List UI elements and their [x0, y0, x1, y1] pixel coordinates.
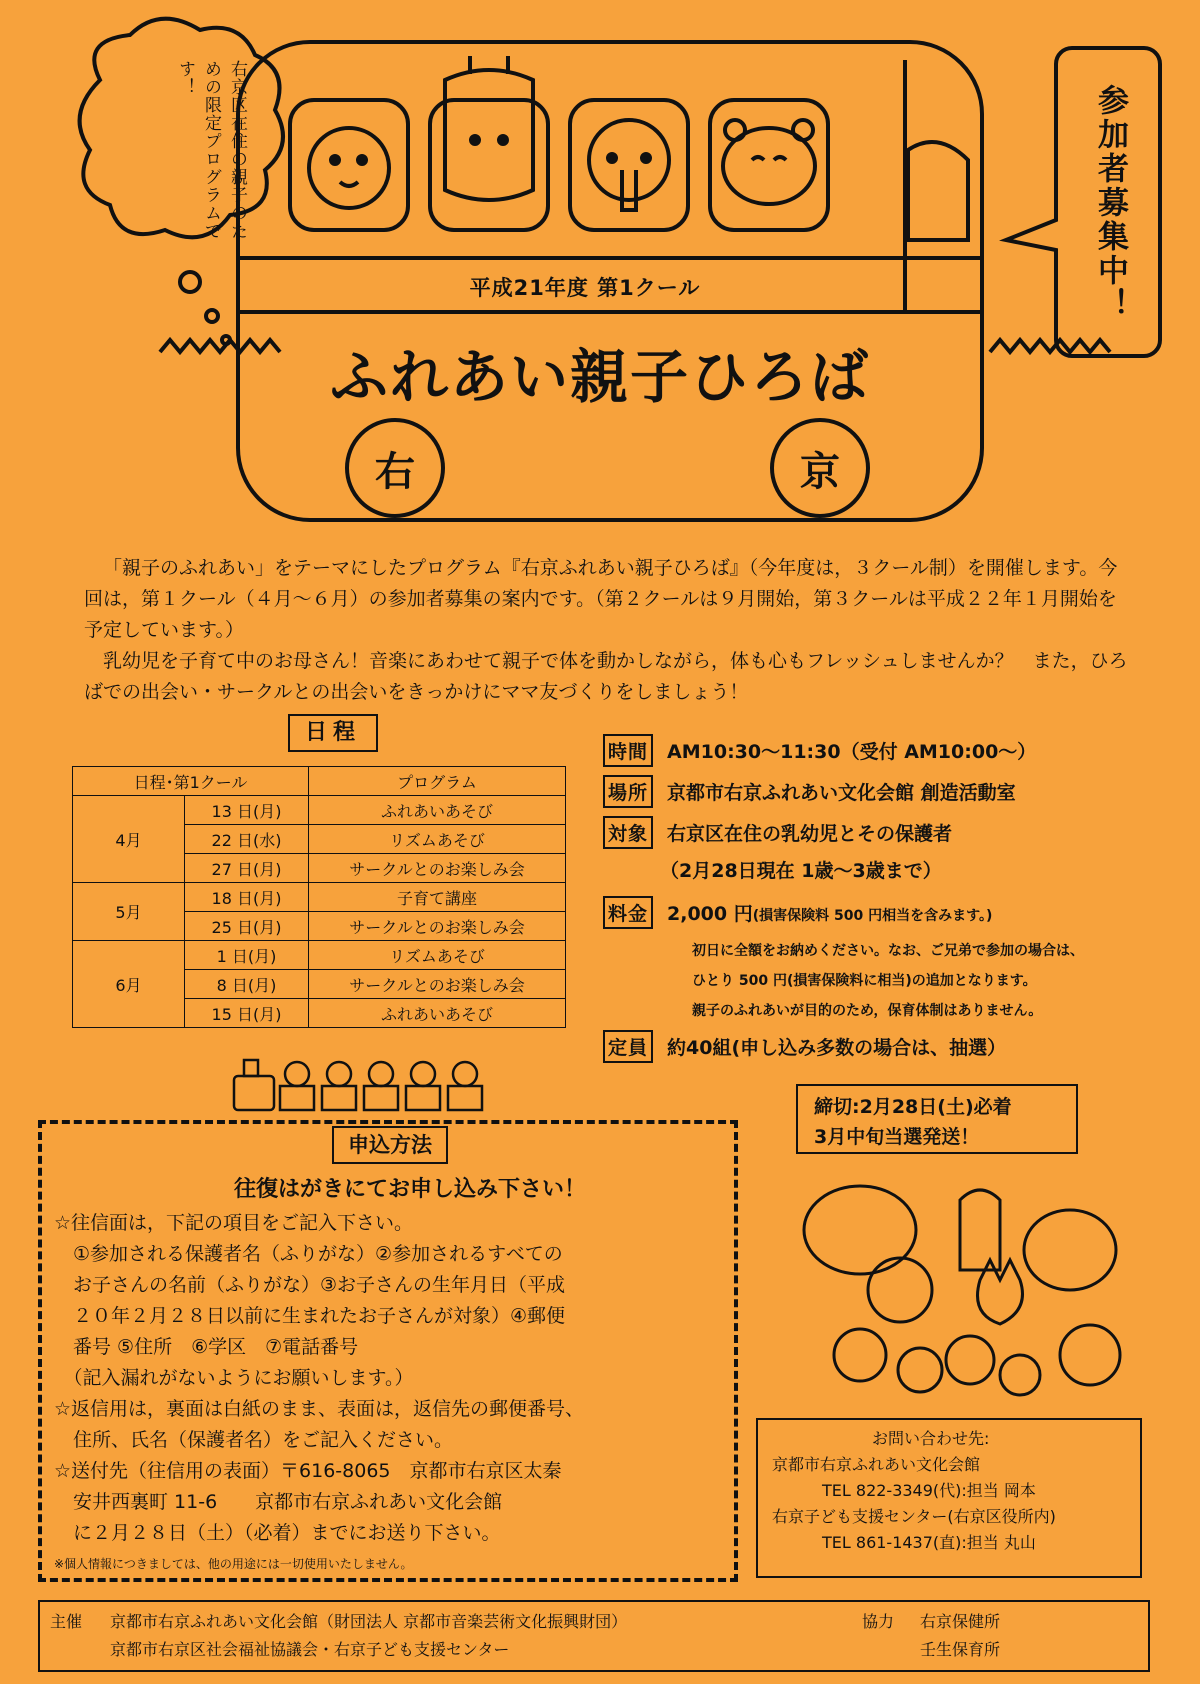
apply-line: 番号 ⑤住所 ⑥学区 ⑦電話番号	[54, 1336, 359, 1358]
apply-line: ①参加される保護者名（ふりがな）②参加されるすべての	[54, 1243, 563, 1265]
sponsor-label: 主催	[50, 1612, 83, 1631]
fee-small: (損害保険料 500 円相当を含みます。)	[752, 908, 993, 924]
capacity-value: 約40組(申し込み多数の場合は、抽選）	[667, 1037, 1007, 1059]
info-capacity	[603, 1030, 1006, 1063]
month-cell: 4月	[73, 796, 185, 883]
day-cell: 8 日(月)	[185, 970, 309, 999]
deadline-box	[796, 1084, 1078, 1154]
deadline-line-2: 3月中旬当選発送！	[814, 1126, 980, 1148]
animals-illustration	[800, 1170, 1140, 1410]
apply-line: ２０年２月２８日以前に生まれたお子さんが対象）④郵便	[54, 1305, 566, 1327]
contact-box	[756, 1418, 1142, 1578]
day-cell: 1 日(月)	[185, 941, 309, 970]
apply-body	[54, 1208, 734, 1580]
day-cell: 15 日(月)	[185, 999, 309, 1028]
apply-heading: 申込方法	[332, 1126, 448, 1164]
contact-tel-1: TEL 822-3349(代):担当 岡本	[822, 1481, 1036, 1500]
deadline-line-1: 締切:2月28日(土)必着	[814, 1096, 1012, 1118]
info-fee	[603, 896, 992, 929]
target-value: 右京区在住の乳幼児とその保護者	[667, 823, 953, 845]
target-note: （2月28日現在 1歳～3歳まで）	[660, 860, 942, 882]
program-cell: リズムあそび	[309, 825, 566, 854]
program-cell: リズムあそび	[309, 941, 566, 970]
month-cell: 5月	[73, 883, 185, 941]
col-program-header: プログラム	[309, 767, 566, 796]
fee-value: 2,000 円	[667, 903, 753, 925]
coop-label: 協力	[862, 1612, 895, 1631]
time-value: AM10:30～11:30（受付 AM10:00～）	[667, 741, 1037, 763]
info-target	[603, 816, 952, 849]
wheel-label-right: 京	[800, 449, 840, 495]
intro-text	[84, 553, 1134, 708]
privacy-note: ※個人情報につきましては、他の用途には一切使用いたしません。	[54, 1557, 413, 1571]
page-title: ふれあい親子ひろば	[329, 343, 870, 411]
intro-paragraph-2: 乳幼児を子育て中のお母さん！音楽にあわせて親子で体を動かしながら，体も心もフレッシュしませんか？ また，ひろばでの出会い・サークルとの出会いをきっかけにママ友づくりをしましょう！	[84, 650, 1128, 703]
apply-subheading: 往復はがきにてお申し込み下さい！	[233, 1177, 586, 1202]
program-cell: サークルとのお楽しみ会	[309, 970, 566, 999]
wheel-label-left: 右	[375, 449, 415, 495]
train-illustration	[230, 1050, 500, 1116]
recruiting-banner: 参加者募集中！	[1092, 84, 1128, 322]
table-row	[73, 883, 566, 912]
apply-line: ☆返信用は，裏面は白紙のまま、表面は，返信先の郵便番号、	[54, 1398, 585, 1420]
place-label: 場所	[603, 775, 653, 808]
contact-heading: お問い合わせ先:	[872, 1429, 990, 1448]
footer	[38, 1600, 1150, 1672]
info-place	[603, 775, 1016, 808]
sponsor-line-2: 京都市右京区社会福祉協議会・右京子ども支援センター	[110, 1640, 510, 1659]
schedule-table	[72, 766, 566, 1028]
apply-line: 住所、氏名（保護者名）をご記入ください。	[54, 1429, 454, 1451]
sponsor-line-1: 京都市右京ふれあい文化会館（財団法人 京都市音楽芸術文化振興財団）	[110, 1612, 628, 1631]
cloud-note: 右京区在住の親子のための限定プログラムです！	[175, 60, 247, 240]
place-value: 京都市右京ふれあい文化会館 創造活動室	[667, 782, 1016, 804]
day-cell: 18 日(月)	[185, 883, 309, 912]
program-cell: 子育て講座	[309, 883, 566, 912]
table-header-row	[73, 767, 566, 796]
day-cell: 25 日(月)	[185, 912, 309, 941]
col-date-header: 日程･第1クール	[73, 767, 309, 796]
apply-line: に２月２８日（土）（必着）までにお送り下さい。	[54, 1522, 501, 1544]
program-cell: ふれあいあそび	[309, 999, 566, 1028]
coop-line-2: 壬生保育所	[920, 1640, 1001, 1659]
capacity-label: 定員	[603, 1030, 653, 1063]
table-row	[73, 796, 566, 825]
program-cell: サークルとのお楽しみ会	[309, 912, 566, 941]
program-cell: ふれあいあそび	[309, 796, 566, 825]
fee-note-1: 初日に全額をお納めください。なお、ご兄弟で参加の場合は、	[692, 943, 1084, 959]
coop-line-1: 右京保健所	[920, 1612, 1001, 1631]
day-cell: 27 日(月)	[185, 854, 309, 883]
intro-paragraph-1: 「親子のふれあい」をテーマにしたプログラム『右京ふれあい親子ひろば』（今年度は，３クール制）を開催します。今回は，第１クール（４月～６月）の参加者募集の案内です。（第２クールは９月開始，第３クールは平成２２年１月開始を予定しています。）	[84, 557, 1118, 641]
target-label: 対象	[603, 816, 653, 849]
schedule-heading: 日程	[288, 714, 378, 752]
apply-line: ☆往信面は，下記の項目をご記入下さい。	[54, 1212, 414, 1234]
contact-org-2: 右京子ども支援センター(右京区役所内)	[772, 1507, 1056, 1526]
apply-line: （記入漏れがないようにお願いします。）	[54, 1367, 414, 1389]
day-cell: 13 日(月)	[185, 796, 309, 825]
apply-line: お子さんの名前（ふりがな）③お子さんの生年月日（平成	[54, 1274, 566, 1296]
month-cell: 6月	[73, 941, 185, 1028]
table-row	[73, 941, 566, 970]
info-time	[603, 734, 1036, 767]
subtitle: 平成21年度 第1クール	[469, 276, 701, 300]
apply-line: ☆送付先（往信用の表面）〒616-8065 京都市右京区太秦	[54, 1460, 562, 1482]
apply-line: 安井西裏町 11-6 京都市右京ふれあい文化会館	[54, 1491, 503, 1513]
fee-note-3: 親子のふれあいが目的のため，保育体制はありません。	[692, 1003, 1043, 1019]
fee-note-2: ひとり 500 円(損害保険料に相当)の追加となります。	[692, 973, 1037, 989]
contact-tel-2: TEL 861-1437(直):担当 丸山	[822, 1533, 1036, 1552]
program-cell: サークルとのお楽しみ会	[309, 854, 566, 883]
fee-label: 料金	[603, 896, 653, 929]
day-cell: 22 日(水)	[185, 825, 309, 854]
time-label: 時間	[603, 734, 653, 767]
contact-org-1: 京都市右京ふれあい文化会館	[772, 1455, 981, 1474]
